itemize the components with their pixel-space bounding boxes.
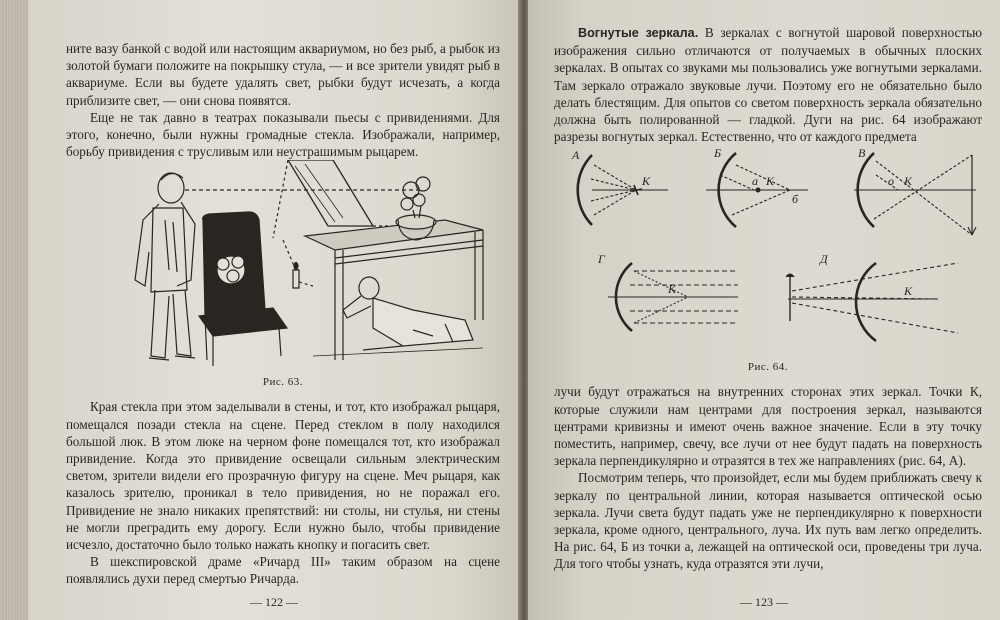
section-heading: Вогнутые зеркала.	[578, 26, 699, 40]
right-page-number: — 123 —	[740, 595, 788, 609]
left-page	[28, 0, 520, 620]
figure-64-caption: Рис. 64.	[747, 361, 789, 374]
figure-63-caption: Рис. 63.	[262, 376, 304, 389]
page-edge-stack	[0, 0, 28, 620]
fig-label-o: о	[888, 174, 894, 189]
standing-man-drawing	[135, 173, 195, 360]
right-paragraph-3: Посмотрим теперь, что произойдет, если мы будем приближать свечу к зеркалу по центральной линии, которая называется оптической осью зеркала. Лучи света будут падать уже не перпендикулярно к поверхности зеркала, кроме одного, центрального, луча. Их путь вам легко определить. На рис. 64, Б из точки а, лежащей на оптической оси, проведены три луча. Для того чтобы узнать, куда отразятся эти лучи,	[554, 470, 982, 572]
fig-label-k-d: К	[904, 284, 912, 299]
right-paragraph-1	[554, 24, 982, 145]
fig-label-k-a: К	[642, 174, 650, 189]
right-paragraph-2: лучи будут отражаться на внутренних сторонах этих зеркал. Точки К, которые служили нам центрами для построения зеркал, называются центрами кривизны и имеют очень важное значение. Если в эту точку поместить, например, свечу, все лучи от нее будут падать на поверхность зеркала перпендикулярно и отразятся в тех же направлениях (рис. 64, А).	[554, 384, 982, 469]
right-paragraph-1-text: В зеркалах с вогнутой шаровой поверхностью изображения сильно отличаются от получаемых в обычных плоских зеркалах. В опытах со звуками мы пользовались уже вогнутыми зеркалами. Там зеркало отражало звуковые лучи. Поэтому его не обязательно было делать блестящим. Для опытов со светом поверхность зеркала обязательно должна быть полированной — гладкой. Дуги на рис. 64 изображают разрезы вогнутых зеркал. Естественно, что от каждого предмета	[554, 25, 983, 145]
fig-label-k-b: К	[766, 174, 774, 189]
fig-label-b: Б	[714, 146, 722, 161]
left-paragraph-1: ните вазу банкой с водой или настоящим аквариумом, но без рыб, а рыбок из золотой бумаги положите на покрышку стула, — и все зрители увидят рыб в аквариуме. Если вы будете удалять свет, рыбки будут исчезать, а когда приблизите свет, — они снова появятся.	[66, 41, 500, 108]
figure-64-concave-mirrors	[558, 145, 978, 357]
fig-label-k-v: К	[904, 174, 912, 189]
fig-label-v: В	[858, 146, 866, 161]
fig-label-a-small: а	[752, 174, 758, 189]
fig-label-d: Д	[820, 252, 828, 267]
left-paragraph-4: В шекспировской драме «Ричард III» таким образом на сцене появлялись духи перед смертью Ричарда.	[66, 554, 500, 587]
fig-label-b-small: б	[792, 192, 799, 207]
fig-label-g: Г	[598, 252, 605, 267]
left-page-number: — 122 —	[250, 595, 298, 609]
fig-label-a: А	[572, 148, 580, 163]
figure-63-ghost-illustration	[73, 160, 493, 372]
left-paragraph-3: Края стекла при этом заделывали в стены, и тот, кто изображал рыцаря, помещался позади стекла на сцене. Перед стеклом в полу находился большой люк. В этом люке на черном фоне помещался тот, кто изображал привидение. Когда это привидение освещали сильным электрическим светом, зрители видели его прозрачную фигуру на сцене. Меч рыцаря, как казалось зрителю, проникал в тело привидения, но не поражал его. Привидение не знало никаких препятствий: ни столы, ни стулья, ни стены не могли преградить ему дорогу. Если нужно было, чтобы привидение исчезло, достаточно было только нажать кнопку и погасить свет.	[66, 399, 500, 553]
right-page	[528, 0, 1000, 620]
fig-label-k-g: К	[668, 282, 676, 297]
left-paragraph-2: Еще не так давно в театрах показывали пьесы с привидениями. Для этого, конечно, были нужны громадные стекла. Изображали, например, борьбу привидения с трусливым или неустрашимым рыцарем.	[66, 109, 500, 160]
